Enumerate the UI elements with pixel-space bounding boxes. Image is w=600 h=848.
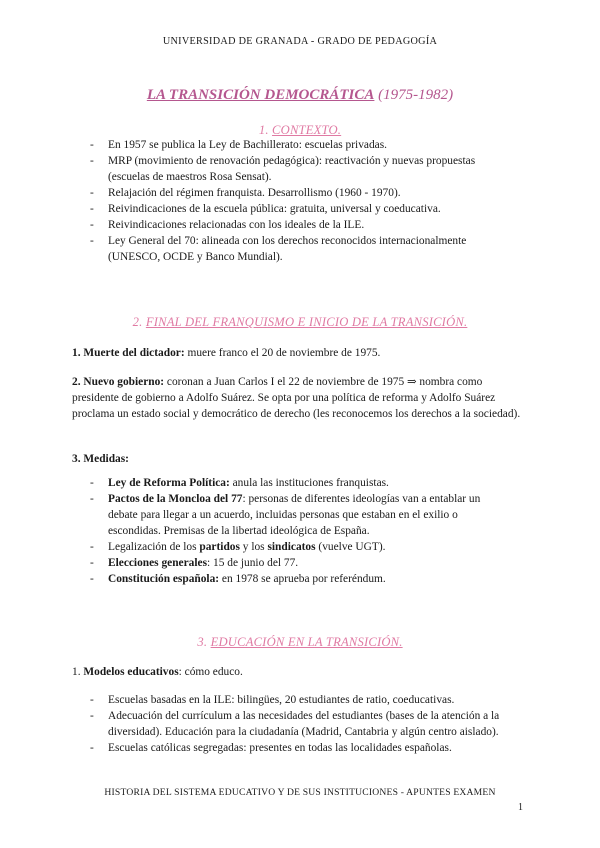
list-item: - Ley General del 70: alineada con los derechos reconocidos internacionalmente (UNESCO, OCDE y Banco Mundial). <box>90 233 510 265</box>
section-1-heading <box>0 122 600 138</box>
item-text: (vuelve UGT). <box>315 541 386 553</box>
section-3-number: 3. <box>197 635 208 649</box>
context-list <box>90 137 510 265</box>
section-3-heading <box>0 634 600 650</box>
paragraph-number: 1. <box>72 666 84 678</box>
paragraph-death-dictator <box>72 345 527 361</box>
item-label: partidos <box>199 541 240 553</box>
list-item: - Adecuación del currículum a las necesidades del estudiantes (bases de la atención a la diversidad). Educación para la ciudadanía (Madrid, Cantabria y algún centro aislado). <box>90 708 510 740</box>
document-title <box>0 87 600 103</box>
paragraph-new-government <box>72 374 527 422</box>
item-text: Legalización de los <box>108 541 200 553</box>
item-text: y los <box>239 541 268 553</box>
measures-list <box>90 475 510 587</box>
paragraph-text: muere franco el 20 de noviembre de 1975. <box>184 347 381 359</box>
paragraph-educational-models <box>72 664 527 680</box>
list-item: - MRP (movimiento de renovación pedagógica): reactivación y nuevas propuestas (escuelas de maestros Rosa Sensat). <box>90 153 510 185</box>
list-item <box>90 475 510 491</box>
paragraph-label: 1. Muerte del dictador: <box>72 347 185 359</box>
title-main: LA TRANSICIÓN DEMOCRÁTICA <box>146 87 375 103</box>
list-item <box>90 555 510 571</box>
section-2-title: FINAL DEL FRANQUISMO E INICIO DE LA TRANSICIÓN. <box>145 315 468 329</box>
list-item <box>90 539 510 555</box>
paragraph-measures-label <box>72 451 527 467</box>
item-label: Ley de Reforma Política: <box>108 477 230 489</box>
item-text: : personas de diferentes ideologías van a entablar un debate para llegar a un acuerdo, incluidas personas que estaban en el exilio o escondidas. Premisas de la libertad ideológica de España. <box>108 493 481 537</box>
section-1-number: 1. <box>258 123 269 137</box>
paragraph-label: Modelos educativos <box>83 666 179 678</box>
list-item: - Escuelas basadas en la ILE: bilingües, 20 estudiantes de ratio, coeducativas. <box>90 692 510 708</box>
page-header: UNIVERSIDAD DE GRANADA - GRADO DE PEDAGOGÍA <box>162 36 438 47</box>
section-1-title: CONTEXTO. <box>272 123 342 137</box>
list-item: - En 1957 se publica la Ley de Bachillerato: escuelas privadas. <box>90 137 510 153</box>
section-3-title: EDUCACIÓN EN LA TRANSICIÓN. <box>210 635 403 649</box>
item-text: anula las instituciones franquistas. <box>229 477 389 489</box>
item-label: Constitución española: <box>108 573 220 585</box>
list-item <box>90 491 510 539</box>
item-label: Elecciones generales <box>108 557 208 569</box>
list-item: - Reivindicaciones relacionadas con los ideales de la ILE. <box>90 217 510 233</box>
paragraph-label: 3. Medidas: <box>72 453 129 465</box>
page-footer: HISTORIA DEL SISTEMA EDUCATIVO Y DE SUS INSTITUCIONES - APUNTES EXAMEN <box>104 787 496 798</box>
paragraph-label: 2. Nuevo gobierno: <box>72 376 165 388</box>
item-label: Pactos de la Moncloa del 77 <box>108 493 243 505</box>
item-label: sindicatos <box>267 541 316 553</box>
item-text: en 1978 se aprueba por referéndum. <box>219 573 386 585</box>
title-years: (1975-1982) <box>378 87 454 103</box>
list-item: - Escuelas católicas segregadas: presentes en todas las localidades españolas. <box>90 740 510 756</box>
section-2-number: 2. <box>132 315 143 329</box>
item-text: : 15 de junio del 77. <box>207 557 299 569</box>
paragraph-text: : cómo educo. <box>178 666 243 678</box>
list-item: - Reivindicaciones de la escuela pública: gratuita, universal y coeducativa. <box>90 201 510 217</box>
section-2-heading <box>0 314 600 330</box>
paragraph-text: coronan a Juan Carlos I el 22 de noviembre de 1975 ⇒ nombra como presidente de gobierno a Adolfo Suárez. Se opta por una política de reforma y Adolfo Suárez proclama un estado social y democrático de derecho (les reconocemos los derechos a la sociedad). <box>72 376 521 420</box>
list-item: - Relajación del régimen franquista. Desarrollismo (1960 - 1970). <box>90 185 510 201</box>
education-list <box>90 692 510 756</box>
list-item <box>90 571 510 587</box>
page-number: 1 <box>518 802 523 813</box>
